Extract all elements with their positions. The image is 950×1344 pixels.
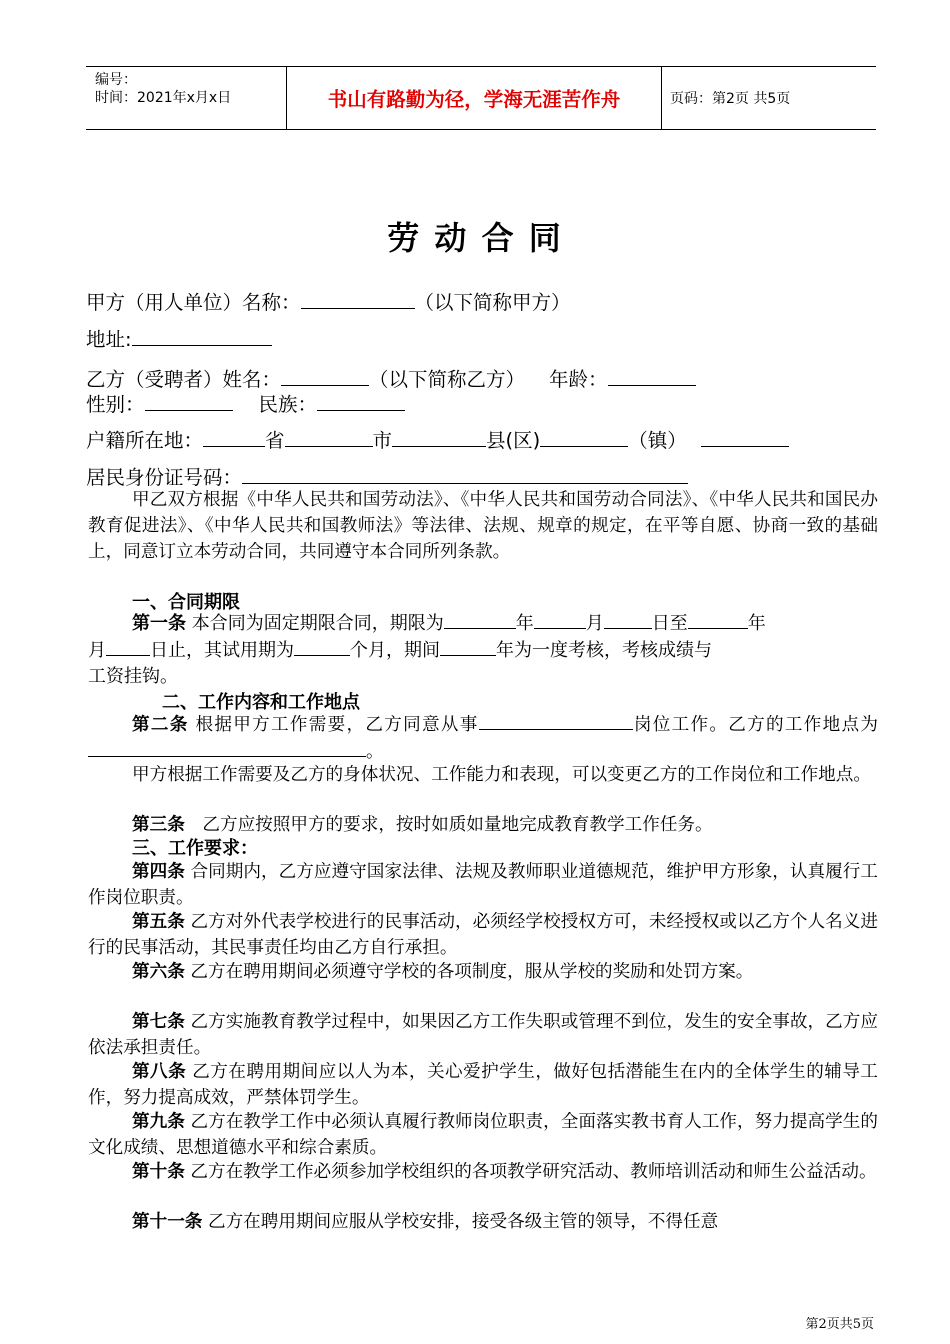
age-label: 年龄： <box>549 368 608 391</box>
hukou-line <box>86 425 789 453</box>
city-label: 市 <box>372 429 393 452</box>
article-8-label: 第八条 <box>132 1062 187 1082</box>
term-month-blank[interactable] <box>534 610 586 629</box>
article-1-text-3: 月 <box>585 613 604 634</box>
town-blank[interactable] <box>540 428 628 447</box>
article-6 <box>88 959 878 985</box>
address-line <box>86 324 272 352</box>
ethnicity-label: 民族： <box>258 393 318 416</box>
article-8 <box>88 1059 878 1111</box>
article-7 <box>88 1009 878 1061</box>
article-6-label: 第六条 <box>132 962 185 982</box>
article-3-label: 第三条 <box>132 815 185 835</box>
party-b-name-label: 乙方（受聘者）姓名： <box>86 368 282 391</box>
article-3-text: 乙方应按照甲方的要求，按时如质如量地完成教育教学工作任务。 <box>184 815 713 835</box>
party-b-line <box>86 364 696 392</box>
article-5-label: 第五条 <box>132 912 185 932</box>
header-meta <box>86 67 286 129</box>
age-blank[interactable] <box>608 367 696 386</box>
party-a-name-blank[interactable] <box>301 290 415 309</box>
id-blank[interactable] <box>242 465 688 484</box>
city-blank[interactable] <box>285 428 373 447</box>
header-motto: 书山有路勤为径，学海无涯苦作舟 <box>286 67 662 129</box>
article-1-text-5: 年 <box>747 613 766 634</box>
article-1-text-10: 工资挂钩。 <box>88 666 178 687</box>
doc-time-label: 时间：2021年x月x日 <box>95 90 232 106</box>
county-label: 县(区) <box>486 429 541 452</box>
article-7-label: 第七条 <box>132 1012 185 1032</box>
article-10-text: 乙方在教学工作必须参加学校组织的各项教学研究活动、教师培训活动和师生公益活动。 <box>190 1162 877 1182</box>
hukou-label: 户籍所在地： <box>86 429 204 452</box>
article-2-text-1: 根据甲方工作需要，乙方同意从事 <box>195 715 479 735</box>
county-blank[interactable] <box>392 428 486 447</box>
probation-blank[interactable] <box>294 637 350 656</box>
town-label: （镇） <box>628 429 687 452</box>
end-month-blank[interactable] <box>106 637 150 656</box>
article-2-text-3: 。 <box>366 742 384 762</box>
article-1 <box>88 610 878 690</box>
article-4 <box>88 859 878 911</box>
article-1-text-6: 月 <box>88 640 106 661</box>
intro-paragraph: 甲乙双方根据《中华人民共和国劳动法》、《中华人民共和国劳动合同法》、《中华人民共和国民办教育促进法》、《中华人民共和国教师法》等法律、法规、规章的规定，在平等自愿、协商一致的基础上，同意订立本劳动合同，共同遵守本合同所列条款。 <box>88 490 878 562</box>
article-6-text: 乙方在聘用期间必须遵守学校的各项制度，服从学校的奖励和处罚方案。 <box>190 962 754 982</box>
article-1-text-7: 日止，其试用期为 <box>150 640 294 661</box>
party-a-line <box>86 287 571 315</box>
address-label: 地址: <box>86 328 132 351</box>
article-2-text-2: 岗位工作。乙方的工作地点为 <box>632 715 878 735</box>
id-line <box>86 462 688 490</box>
article-1-label: 第一条 <box>132 613 186 634</box>
term-day-blank[interactable] <box>604 610 652 629</box>
address-blank[interactable] <box>132 327 272 346</box>
page-footer-number: 第2页共5页 <box>805 1317 874 1332</box>
article-4-label: 第四条 <box>132 862 185 882</box>
article-7-text: 乙方实施教育教学过程中，如果因乙方工作失职或管理不到位，发生的安全事故，乙方应依法承担责任。 <box>88 1012 878 1058</box>
party-b-name-blank[interactable] <box>281 367 369 386</box>
article-5-text: 乙方对外代表学校进行的民事活动，必须经学校授权方可，未经授权或以乙方个人名义进行的民事活动，其民事责任均由乙方自行承担。 <box>88 912 878 958</box>
article-10 <box>88 1159 878 1185</box>
term-year-blank[interactable] <box>444 610 516 629</box>
article-9 <box>88 1109 878 1161</box>
hukou-extra-blank[interactable] <box>701 428 789 447</box>
article-1-text-1: 本合同为固定期限合同，期限为 <box>191 613 444 634</box>
article-11-text: 乙方在聘用期间应服从学校安排，接受各级主管的领导，不得任意 <box>207 1212 719 1232</box>
article-1-text-8: 个月，期间 <box>350 640 440 661</box>
document-title: 劳 动 合 同 <box>387 219 563 257</box>
party-a-name-label: 甲方（用人单位）名称： <box>86 291 301 314</box>
party-b-suffix: （以下简称乙方） <box>369 368 526 391</box>
article-10-label: 第十条 <box>132 1162 185 1182</box>
article-2-label: 第二条 <box>132 715 189 735</box>
article-4-text: 合同期内，乙方应遵守国家法律、法规及教师职业道德规范，维护甲方形象，认真履行工作岗位职责。 <box>88 862 878 908</box>
article-8-text: 乙方在聘用期间应以人为本，关心爱护学生，做好包括潜能生在内的全体学生的辅导工作，努力提高成效，严禁体罚学生。 <box>88 1062 878 1108</box>
article-2 <box>88 711 878 765</box>
assessment-blank[interactable] <box>440 637 496 656</box>
section-2-heading: 二、工作内容和工作地点 <box>162 692 360 713</box>
province-blank[interactable] <box>203 428 265 447</box>
article-11 <box>88 1209 878 1235</box>
gender-blank[interactable] <box>145 392 233 411</box>
section-1-heading: 一、合同期限 <box>132 592 240 613</box>
end-year-blank[interactable] <box>688 610 748 629</box>
page-header <box>86 66 876 130</box>
article-9-text: 乙方在教学工作中必须认真履行教师岗位职责，全面落实教书育人工作，努力提高学生的文化成绩、思想道德水平和综合素质。 <box>88 1112 878 1158</box>
id-label: 居民身份证号码： <box>86 466 243 489</box>
section-3-heading: 三、工作要求： <box>132 838 258 859</box>
doc-number-label: 编号： <box>95 72 137 88</box>
gender-label: 性别： <box>86 393 145 416</box>
ethnicity-blank[interactable] <box>317 392 405 411</box>
article-1-text-4: 日至 <box>651 613 688 634</box>
article-5 <box>88 909 878 961</box>
article-2-paragraph-2: 甲方根据工作需要及乙方的身体状况、工作能力和表现，可以变更乙方的工作岗位和工作地点。 <box>132 765 871 785</box>
article-1-text-9: 年为一度考核，考核成绩与 <box>496 640 712 661</box>
position-blank[interactable] <box>479 711 633 730</box>
workplace-blank[interactable] <box>88 738 366 757</box>
province-label: 省 <box>265 429 285 452</box>
article-1-text-2: 年 <box>515 613 534 634</box>
gender-line <box>86 389 405 417</box>
party-a-suffix: （以下简称甲方） <box>414 291 571 314</box>
header-page-number: 页码：第2页 共5页 <box>670 91 791 107</box>
article-9-label: 第九条 <box>132 1112 185 1132</box>
article-11-label: 第十一条 <box>132 1212 203 1232</box>
